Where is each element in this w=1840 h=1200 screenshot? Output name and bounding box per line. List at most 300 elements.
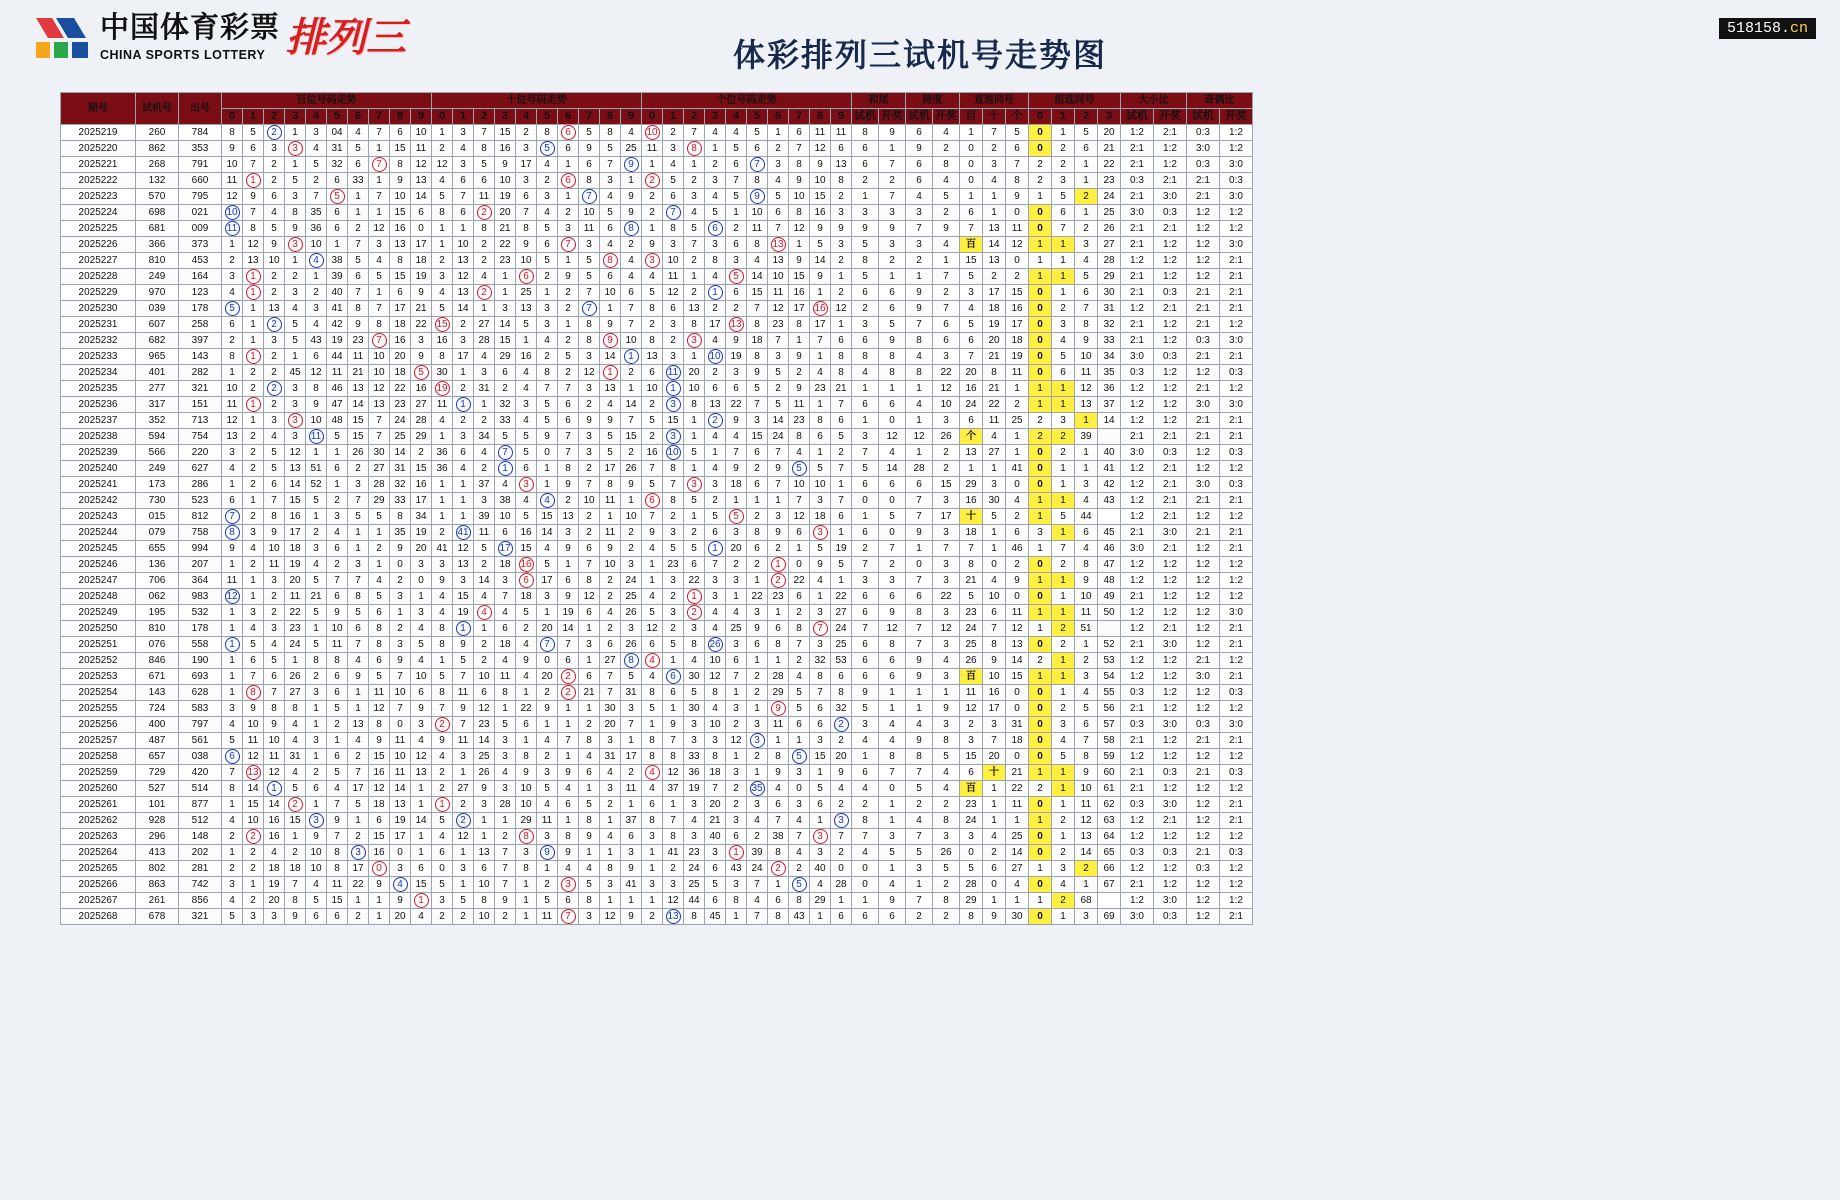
table-row[interactable]	[61, 221, 1253, 237]
ones-trend-cell: 10	[705, 653, 726, 669]
ones-trend-cell: 3	[663, 429, 684, 445]
cell-direct-same: 2	[1006, 269, 1029, 285]
cell-sumtail-test: 0	[852, 877, 879, 893]
hundreds-trend-cell: 12	[243, 237, 264, 253]
table-row[interactable]	[61, 509, 1253, 525]
table-row[interactable]	[61, 893, 1253, 909]
tens-trend-cell: 14	[453, 301, 474, 317]
table-row[interactable]	[61, 285, 1253, 301]
ones-trend-cell: 5	[789, 685, 810, 701]
cell-group-same: 2	[1052, 845, 1075, 861]
hundreds-trend-cell: 11	[264, 557, 285, 573]
hundreds-trend-cell: 24	[390, 413, 411, 429]
cell-period: 2025235	[61, 381, 136, 397]
tens-trend-cell: 1	[432, 125, 453, 141]
tens-trend-cell: 2	[600, 621, 621, 637]
tens-trend-cell: 2	[558, 205, 579, 221]
table-row[interactable]	[61, 525, 1253, 541]
cell-direct-same: 17	[1006, 317, 1029, 333]
ones-trend-cell: 4	[768, 781, 789, 797]
table-row[interactable]	[61, 253, 1253, 269]
tens-trend-cell: 20	[600, 717, 621, 733]
cell-group-same: 1	[1075, 205, 1098, 221]
hundreds-trend-cell: 1	[222, 653, 243, 669]
hundreds-trend-cell: 33	[348, 173, 369, 189]
cell-oddeven-test: 3:0	[1187, 397, 1220, 413]
cell-oddeven-test: 1:2	[1187, 365, 1220, 381]
ones-trend-cell: 12	[663, 893, 684, 909]
cell-sumtail-test: 5	[852, 701, 879, 717]
cell-group-same: 0	[1029, 637, 1052, 653]
table-row[interactable]	[61, 141, 1253, 157]
tens-trend-cell: 2	[621, 445, 642, 461]
tens-trend-cell: 28	[474, 333, 495, 349]
ones-trend-cell: 4	[789, 813, 810, 829]
hundreds-trend-cell: 5	[411, 637, 432, 653]
tens-trend-cell: 9	[516, 765, 537, 781]
cell-open-number: 583	[179, 701, 222, 717]
ones-trend-cell: 8	[810, 413, 831, 429]
tens-trend-cell: 12	[453, 269, 474, 285]
cell-test-number: 802	[136, 861, 179, 877]
cell-size-test: 2:1	[1121, 877, 1154, 893]
cell-test-number: 079	[136, 525, 179, 541]
ones-trend-cell: 23	[789, 413, 810, 429]
ones-trend-cell: 3	[663, 141, 684, 157]
tens-trend-cell: 7	[558, 733, 579, 749]
tens-trend-cell: 3	[537, 829, 558, 845]
table-row[interactable]	[61, 445, 1253, 461]
cell-direct-same: 27	[983, 445, 1006, 461]
cell-direct-same: 7	[960, 221, 983, 237]
cell-group-same: 4	[1052, 877, 1075, 893]
cell-direct-same: 26	[960, 653, 983, 669]
table-row[interactable]	[61, 301, 1253, 317]
tens-trend-cell: 10	[579, 205, 600, 221]
cell-test-number: 527	[136, 781, 179, 797]
table-row[interactable]	[61, 845, 1253, 861]
table-row[interactable]	[61, 397, 1253, 413]
ones-trend-cell: 3	[726, 877, 747, 893]
cell-direct-same: 0	[960, 173, 983, 189]
cell-test-number: 724	[136, 701, 179, 717]
hundreds-trend-cell: 4	[348, 125, 369, 141]
ones-trend-cell: 3	[747, 717, 768, 733]
cell-group-same: 6	[1052, 205, 1075, 221]
table-row[interactable]	[61, 333, 1253, 349]
cell-open-number: 364	[179, 573, 222, 589]
tens-trend-cell: 17	[495, 541, 516, 557]
ones-trend-cell: 6	[663, 189, 684, 205]
cell-span-open: 12	[933, 381, 960, 397]
tens-trend-cell: 8	[621, 221, 642, 237]
cell-open-number: 321	[179, 381, 222, 397]
tens-trend-cell: 8	[621, 653, 642, 669]
cell-period: 2025261	[61, 797, 136, 813]
ones-trend-cell: 1	[642, 557, 663, 573]
cell-period: 2025243	[61, 509, 136, 525]
tens-trend-cell: 6	[558, 797, 579, 813]
tens-trend-cell: 1	[474, 829, 495, 845]
table-row[interactable]	[61, 637, 1253, 653]
ones-trend-cell: 3	[747, 605, 768, 621]
ones-trend-cell: 12	[789, 509, 810, 525]
hundreds-trend-cell: 1	[243, 173, 264, 189]
tens-trend-cell: 13	[453, 285, 474, 301]
hundreds-trend-cell: 7	[369, 333, 390, 349]
cell-open-number: 148	[179, 829, 222, 845]
tens-trend-cell: 1	[432, 797, 453, 813]
cell-open-number: 523	[179, 493, 222, 509]
col-size-open: 开奖	[1154, 109, 1187, 125]
tens-trend-cell: 9	[537, 429, 558, 445]
tens-trend-cell: 3	[558, 525, 579, 541]
hundreds-trend-cell: 17	[390, 829, 411, 845]
cell-direct-same: 14	[983, 237, 1006, 253]
cell-sumtail-open: 7	[879, 541, 906, 557]
ones-trend-cell: 2	[642, 317, 663, 333]
ones-trend-cell: 7	[831, 461, 852, 477]
cell-sumtail-test: 5	[852, 269, 879, 285]
tens-trend-cell: 3	[432, 893, 453, 909]
hundreds-trend-cell: 12	[369, 221, 390, 237]
tens-trend-cell: 6	[558, 653, 579, 669]
cell-group-same: 6	[1052, 365, 1075, 381]
tens-trend-cell: 9	[558, 765, 579, 781]
tens-trend-cell: 2	[621, 765, 642, 781]
hundreds-trend-cell: 6	[222, 749, 243, 765]
ones-trend-cell: 0	[831, 861, 852, 877]
ones-trend-cell: 8	[684, 141, 705, 157]
table-row[interactable]	[61, 413, 1253, 429]
tens-trend-cell: 19	[495, 189, 516, 205]
tens-trend-cell: 3	[516, 397, 537, 413]
ones-trend-cell: 3	[810, 525, 831, 541]
cell-direct-same: 14	[1006, 653, 1029, 669]
tens-trend-cell: 10	[474, 669, 495, 685]
ones-trend-cell: 40	[810, 861, 831, 877]
cell-direct-same: 4	[1006, 493, 1029, 509]
hundreds-trend-cell: 10	[369, 365, 390, 381]
ones-trend-cell: 17	[789, 301, 810, 317]
table-row[interactable]	[61, 829, 1253, 845]
cell-direct-same: 4	[983, 173, 1006, 189]
ones-trend-cell: 3	[642, 253, 663, 269]
cell-sumtail-open: 5	[879, 317, 906, 333]
cell-group-same: 2	[1052, 637, 1075, 653]
cell-test-number: 076	[136, 637, 179, 653]
tens-trend-cell: 6	[558, 893, 579, 909]
cell-sumtail-test: 8	[852, 813, 879, 829]
cell-group-same: 3	[1075, 909, 1098, 925]
table-row[interactable]	[61, 237, 1253, 253]
cell-span-open: 3	[933, 605, 960, 621]
hundreds-trend-cell: 4	[243, 621, 264, 637]
hundreds-trend-cell: 0	[390, 717, 411, 733]
hundreds-trend-cell: 1	[243, 413, 264, 429]
cell-direct-same: 27	[1006, 861, 1029, 877]
table-row[interactable]	[61, 157, 1253, 173]
ones-trend-cell: 30	[684, 669, 705, 685]
cell-open-number: 754	[179, 429, 222, 445]
table-row[interactable]	[61, 589, 1253, 605]
ones-trend-cell: 8	[789, 205, 810, 221]
cell-direct-same: 7	[983, 621, 1006, 637]
cell-test-number: 928	[136, 813, 179, 829]
hundreds-trend-cell: 35	[306, 205, 327, 221]
hundreds-trend-cell: 19	[411, 269, 432, 285]
ones-trend-cell: 9	[726, 461, 747, 477]
cell-open-number: 713	[179, 413, 222, 429]
table-row[interactable]	[61, 189, 1253, 205]
cell-oddeven-test: 2:1	[1187, 381, 1220, 397]
ones-trend-cell: 8	[768, 637, 789, 653]
table-row[interactable]	[61, 669, 1253, 685]
tens-trend-cell: 8	[474, 893, 495, 909]
ones-trend-cell: 12	[663, 765, 684, 781]
tens-trend-cell: 10	[579, 493, 600, 509]
table-row[interactable]	[61, 365, 1253, 381]
cell-direct-same: 0	[983, 877, 1006, 893]
ones-trend-cell: 9	[747, 189, 768, 205]
col-digit-6: 6	[348, 109, 369, 125]
table-row[interactable]	[61, 685, 1253, 701]
cell-direct-same: 1	[960, 125, 983, 141]
tens-trend-cell: 7	[432, 701, 453, 717]
cell-oddeven-test: 2:1	[1187, 413, 1220, 429]
table-row[interactable]	[61, 653, 1253, 669]
cell-direct-same: 2	[960, 717, 983, 733]
table-row[interactable]	[61, 701, 1253, 717]
table-row[interactable]	[61, 541, 1253, 557]
ones-trend-cell: 39	[747, 845, 768, 861]
hundreds-trend-cell: 2	[264, 349, 285, 365]
tens-trend-cell: 23	[495, 253, 516, 269]
hundreds-trend-cell: 9	[411, 349, 432, 365]
hundreds-trend-cell: 2	[264, 125, 285, 141]
hundreds-trend-cell: 8	[306, 381, 327, 397]
ones-trend-cell: 1	[810, 397, 831, 413]
tens-trend-cell: 9	[579, 413, 600, 429]
cell-direct-same: 28	[960, 877, 983, 893]
tens-trend-cell: 3	[537, 301, 558, 317]
cell-direct-same: 19	[1006, 349, 1029, 365]
cell-direct-same: 25	[960, 637, 983, 653]
tens-trend-cell: 4	[537, 797, 558, 813]
ones-trend-cell: 4	[789, 845, 810, 861]
cell-group-same	[1098, 429, 1121, 445]
table-row[interactable]	[61, 877, 1253, 893]
ones-trend-cell: 28	[768, 669, 789, 685]
hundreds-trend-cell: 20	[285, 573, 306, 589]
ones-trend-cell: 2	[747, 829, 768, 845]
hundreds-trend-cell: 9	[243, 701, 264, 717]
cell-span-test: 5	[906, 845, 933, 861]
table-row[interactable]	[61, 909, 1253, 925]
cell-size-open: 0:3	[1154, 909, 1187, 925]
hundreds-trend-cell: 5	[327, 765, 348, 781]
hundreds-trend-cell: 10	[306, 237, 327, 253]
table-row[interactable]	[61, 573, 1253, 589]
cell-sumtail-test: 5	[852, 461, 879, 477]
col-group-same: 组选同号	[1029, 93, 1121, 109]
table-row[interactable]	[61, 349, 1253, 365]
table-row[interactable]	[61, 781, 1253, 797]
cell-direct-same: 29	[960, 477, 983, 493]
ones-trend-cell: 2	[831, 797, 852, 813]
tens-trend-cell: 18	[516, 589, 537, 605]
tens-trend-cell: 5	[579, 125, 600, 141]
hundreds-trend-cell: 9	[390, 893, 411, 909]
cell-sumtail-test: 6	[852, 333, 879, 349]
ones-trend-cell: 4	[726, 125, 747, 141]
ones-trend-cell: 4	[684, 653, 705, 669]
ones-trend-cell: 7	[663, 477, 684, 493]
cell-group-same: 8	[1075, 557, 1098, 573]
tens-trend-cell: 6	[621, 829, 642, 845]
hundreds-trend-cell: 1	[369, 205, 390, 221]
cell-span-test: 7	[906, 621, 933, 637]
ones-trend-cell: 22	[831, 589, 852, 605]
hundreds-trend-cell: 1	[369, 525, 390, 541]
ones-trend-cell: 6	[642, 365, 663, 381]
cell-direct-same: 个	[960, 429, 983, 445]
tens-trend-cell: 5	[537, 397, 558, 413]
table-row[interactable]	[61, 557, 1253, 573]
tens-trend-cell: 4	[600, 237, 621, 253]
col-digit-7: 7	[369, 109, 390, 125]
table-row[interactable]	[61, 429, 1253, 445]
table-row[interactable]	[61, 797, 1253, 813]
hundreds-trend-cell: 2	[243, 429, 264, 445]
tens-trend-cell: 4	[600, 397, 621, 413]
cell-size-test: 0:3	[1121, 717, 1154, 733]
hundreds-trend-cell: 1	[243, 301, 264, 317]
cell-span-test: 9	[906, 653, 933, 669]
cell-period: 2025241	[61, 477, 136, 493]
hundreds-trend-cell: 1	[411, 845, 432, 861]
hundreds-trend-cell: 8	[390, 157, 411, 173]
ones-trend-cell: 7	[831, 493, 852, 509]
cell-sumtail-open: 6	[879, 477, 906, 493]
cell-sumtail-test: 6	[852, 637, 879, 653]
cell-group-same: 0	[1029, 589, 1052, 605]
tens-trend-cell: 3	[558, 877, 579, 893]
tens-trend-cell: 39	[474, 509, 495, 525]
ones-trend-cell: 1	[684, 509, 705, 525]
tens-trend-cell: 8	[579, 333, 600, 349]
table-row[interactable]	[61, 621, 1253, 637]
cell-direct-same: 13	[983, 253, 1006, 269]
hundreds-trend-cell: 8	[348, 589, 369, 605]
cell-span-open: 5	[933, 749, 960, 765]
table-row[interactable]	[61, 205, 1253, 221]
tens-trend-cell: 10	[516, 797, 537, 813]
cell-direct-same: 11	[960, 685, 983, 701]
table-row[interactable]	[61, 861, 1253, 877]
cell-oddeven-test: 1:2	[1187, 573, 1220, 589]
hundreds-trend-cell: 6	[264, 669, 285, 685]
cell-oddeven-open: 1:2	[1220, 893, 1253, 909]
table-row[interactable]	[61, 605, 1253, 621]
cell-group-same: 1	[1029, 861, 1052, 877]
tens-trend-cell: 15	[537, 509, 558, 525]
table-row[interactable]	[61, 269, 1253, 285]
cell-oddeven-open: 1:2	[1220, 317, 1253, 333]
cell-oddeven-open: 1:2	[1220, 589, 1253, 605]
ones-trend-cell: 3	[663, 317, 684, 333]
ones-trend-cell: 8	[663, 749, 684, 765]
cell-test-number: 706	[136, 573, 179, 589]
table-row[interactable]	[61, 477, 1253, 493]
ones-trend-cell: 3	[831, 813, 852, 829]
cell-sumtail-test: 8	[852, 125, 879, 141]
table-row[interactable]	[61, 765, 1253, 781]
cell-sumtail-open: 8	[879, 637, 906, 653]
cell-direct-same: 21	[1006, 765, 1029, 781]
table-row[interactable]	[61, 749, 1253, 765]
table-row[interactable]	[61, 813, 1253, 829]
table-row[interactable]	[61, 717, 1253, 733]
cell-group-same: 8	[1075, 317, 1098, 333]
hundreds-trend-cell: 9	[306, 397, 327, 413]
tens-trend-cell: 7	[621, 317, 642, 333]
ones-trend-cell: 9	[789, 381, 810, 397]
cell-test-number: 400	[136, 717, 179, 733]
table-row[interactable]	[61, 173, 1253, 189]
cell-direct-same: 11	[983, 413, 1006, 429]
table-row[interactable]	[61, 317, 1253, 333]
cell-group-same: 69	[1098, 909, 1121, 925]
tens-trend-cell: 10	[495, 509, 516, 525]
table-row[interactable]	[61, 125, 1253, 141]
tens-trend-cell: 7	[537, 637, 558, 653]
tens-trend-cell: 20	[495, 205, 516, 221]
table-row[interactable]	[61, 493, 1253, 509]
hundreds-trend-cell: 1	[306, 445, 327, 461]
tens-trend-cell: 22	[495, 237, 516, 253]
table-row[interactable]	[61, 733, 1253, 749]
ones-trend-cell: 4	[705, 605, 726, 621]
hundreds-trend-cell: 10	[390, 749, 411, 765]
ones-trend-cell: 1	[768, 605, 789, 621]
cell-group-same: 3	[1052, 413, 1075, 429]
hundreds-trend-cell: 10	[264, 541, 285, 557]
watermark-tld: cn	[1789, 20, 1808, 37]
cell-sumtail-open: 12	[879, 429, 906, 445]
cell-span-open: 3	[933, 717, 960, 733]
table-row[interactable]	[61, 461, 1253, 477]
hundreds-trend-cell: 48	[327, 413, 348, 429]
hundreds-trend-cell: 3	[411, 717, 432, 733]
tens-trend-cell: 13	[558, 509, 579, 525]
cell-direct-same: 3	[983, 157, 1006, 173]
tens-trend-cell: 6	[516, 573, 537, 589]
cell-oddeven-test: 2:1	[1187, 525, 1220, 541]
cell-sumtail-open: 2	[879, 173, 906, 189]
ones-trend-cell: 1	[831, 317, 852, 333]
table-row[interactable]	[61, 381, 1253, 397]
hundreds-trend-cell: 8	[327, 845, 348, 861]
ones-trend-cell: 1	[642, 157, 663, 173]
hundreds-trend-cell: 15	[390, 269, 411, 285]
tens-trend-cell: 7	[474, 125, 495, 141]
cell-group-same: 43	[1098, 493, 1121, 509]
cell-test-number: 846	[136, 653, 179, 669]
cell-group-same: 0	[1029, 285, 1052, 301]
cell-size-test: 0:3	[1121, 173, 1154, 189]
cell-size-open: 1:2	[1154, 685, 1187, 701]
